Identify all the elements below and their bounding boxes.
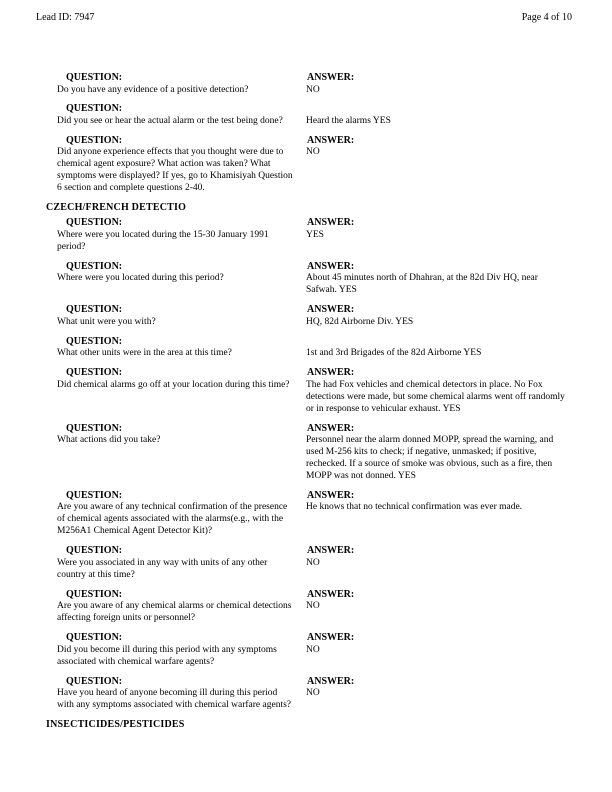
question-label: QUESTION: bbox=[66, 134, 123, 146]
answer-label: ANSWER: bbox=[307, 588, 355, 600]
question-label: QUESTION: bbox=[66, 367, 123, 379]
qa-item bbox=[46, 589, 568, 625]
question-text: Did chemical alarms go off at your location during this time? bbox=[57, 379, 290, 390]
qa-item bbox=[46, 423, 568, 483]
answer-text: Heard the alarms YES bbox=[306, 115, 391, 126]
question-label: QUESTION: bbox=[66, 72, 123, 83]
qa-item bbox=[46, 304, 568, 328]
question-text: Did anyone experience effects that you thought were due to chemical agent exposure? What action was taken? What symptoms were displayed? If yes, go to Khamisiyah Question 6 section and complete questions 2-40. bbox=[57, 147, 293, 194]
qa-item bbox=[46, 336, 568, 360]
section-header: CZECH/FRENCH DETECTIO bbox=[46, 202, 187, 214]
question-label: QUESTION: bbox=[66, 545, 123, 557]
question-text: What unit were you with? bbox=[57, 316, 156, 327]
lead-id: Lead ID: 7947 bbox=[36, 12, 95, 23]
question-label: QUESTION: bbox=[66, 422, 123, 434]
answer-text: HQ, 82d Airborne Div. YES bbox=[306, 316, 414, 327]
answer-label: ANSWER: bbox=[307, 422, 355, 434]
answer-text: NO bbox=[306, 688, 320, 699]
question-label: QUESTION: bbox=[66, 335, 123, 347]
question-label: QUESTION: bbox=[66, 588, 123, 600]
answer-label bbox=[302, 103, 568, 116]
answer-label: ANSWER: bbox=[307, 260, 355, 272]
question-text: Did you become ill during this period with any symptoms associated with chemical warfare agents? bbox=[57, 644, 277, 667]
question-text: Are you aware of any technical confirmation of the presence of chemical agents associated with the alarms(e.g., with the M256A1 Chemical Agent Detector Kit)? bbox=[57, 502, 288, 537]
question-label: QUESTION: bbox=[66, 675, 123, 687]
answer-text: NO bbox=[306, 644, 320, 655]
qa-item bbox=[46, 261, 568, 297]
answer-label: ANSWER: bbox=[307, 545, 355, 557]
answer-label bbox=[302, 336, 568, 349]
section-header: INSECTICIDES/PESTICIDES bbox=[46, 719, 185, 731]
answer-text: NO bbox=[306, 557, 320, 568]
answer-text: NO bbox=[306, 84, 320, 95]
question-label: QUESTION: bbox=[66, 103, 123, 115]
question-label: QUESTION: bbox=[66, 632, 123, 644]
question-label: QUESTION: bbox=[66, 304, 123, 316]
page-header bbox=[36, 12, 572, 23]
question-text: What actions did you take? bbox=[57, 435, 161, 446]
answer-label: ANSWER: bbox=[307, 632, 355, 644]
qa-item bbox=[46, 367, 568, 415]
qa-item bbox=[46, 72, 568, 96]
question-text: Do you have any evidence of a positive detection? bbox=[57, 84, 249, 95]
answer-label: ANSWER: bbox=[307, 675, 355, 687]
answer-text: About 45 minutes north of Dhahran, at the 82d Div HQ, near Safwah. YES bbox=[306, 273, 538, 296]
answer-text: Personnel near the alarm donned MOPP, spread the warning, and used M-256 kits to check; if negative, unmasked; if positive, rechecked. If a source of smoke was obvious, such as a fire, then MOPP was not donned. YES bbox=[306, 435, 554, 481]
question-text: Were you associated in any way with units of any other country at this time? bbox=[57, 557, 268, 580]
qa-item bbox=[46, 135, 568, 195]
question-text: Have you heard of anyone becoming ill during this period with any symptoms associated with chemical warfare agents? bbox=[57, 688, 291, 711]
answer-label: ANSWER: bbox=[307, 304, 355, 316]
answer-text: NO bbox=[306, 147, 320, 158]
question-label: QUESTION: bbox=[66, 217, 123, 229]
qa-item bbox=[46, 632, 568, 668]
page-number: Page 4 of 10 bbox=[521, 12, 572, 23]
answer-text: NO bbox=[306, 601, 320, 612]
qa-content bbox=[46, 72, 568, 734]
question-label: QUESTION: bbox=[66, 489, 123, 501]
question-text: What other units were in the area at this time? bbox=[57, 348, 232, 359]
answer-label: ANSWER: bbox=[307, 134, 355, 146]
answer-label: ANSWER: bbox=[307, 367, 355, 379]
question-label: QUESTION: bbox=[66, 260, 123, 272]
question-text: Did you see or hear the actual alarm or the test being done? bbox=[57, 115, 283, 126]
qa-item bbox=[46, 217, 568, 253]
question-text: Where were you located during this period? bbox=[57, 273, 224, 284]
answer-text: He knows that no technical confirmation was ever made. bbox=[306, 502, 523, 513]
answer-label: ANSWER: bbox=[307, 72, 355, 83]
question-text: Are you aware of any chemical alarms or chemical detections affecting foreign units or personnel? bbox=[57, 601, 292, 624]
question-text: Where were you located during the 15-30 January 1991 period? bbox=[57, 229, 269, 252]
answer-label: ANSWER: bbox=[307, 489, 355, 501]
answer-text: 1st and 3rd Brigades of the 82d Airborne YES bbox=[306, 348, 482, 359]
answer-text: The had Fox vehicles and chemical detectors in place. No Fox detections were made, but some chemical alarms went off randomly or in response to vehicular exhaust. YES bbox=[306, 379, 565, 414]
qa-item bbox=[46, 676, 568, 712]
answer-label: ANSWER: bbox=[307, 217, 355, 229]
qa-item bbox=[46, 545, 568, 581]
qa-item bbox=[46, 103, 568, 127]
qa-item bbox=[46, 490, 568, 538]
answer-text: YES bbox=[306, 229, 324, 240]
